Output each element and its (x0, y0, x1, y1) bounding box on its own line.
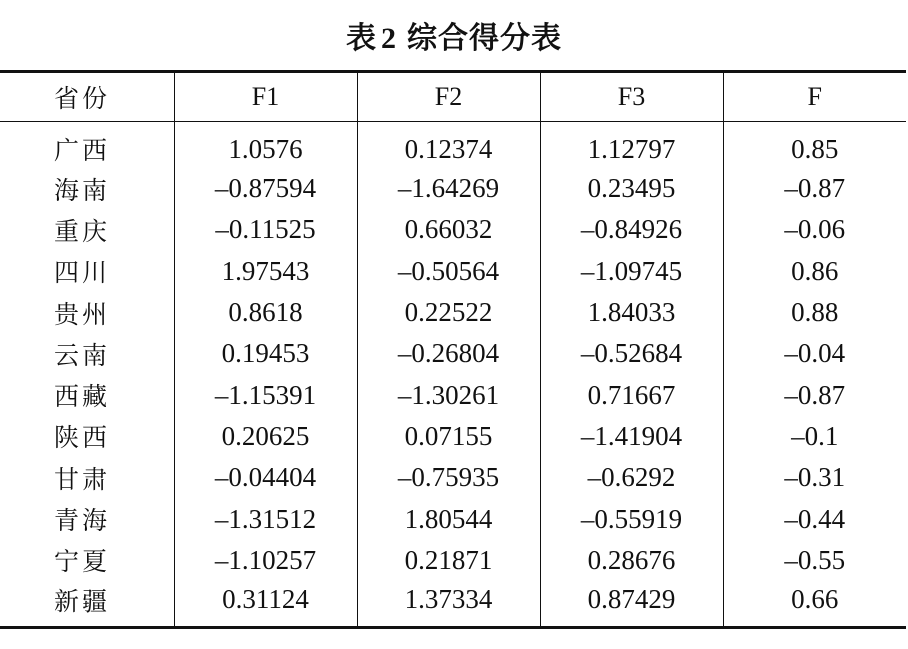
cell-f: –0.55 (723, 540, 906, 581)
caption-number: 2 (381, 22, 397, 55)
cell-f2: –0.50564 (357, 251, 540, 292)
cell-f1: –1.31512 (174, 498, 357, 539)
cell-f2: 0.66032 (357, 209, 540, 250)
table-row (0, 540, 906, 581)
table-row (0, 209, 906, 250)
header-f1: F1 (174, 72, 357, 122)
table-row (0, 168, 906, 209)
cell-f3: 0.87429 (540, 581, 723, 628)
table-row (0, 251, 906, 292)
cell-f: –0.31 (723, 457, 906, 498)
cell-f1: –0.11525 (174, 209, 357, 250)
cell-f: 0.86 (723, 251, 906, 292)
cell-f3: 0.23495 (540, 168, 723, 209)
cell-f: 0.88 (723, 292, 906, 333)
cell-province: 重庆 (54, 216, 111, 246)
cell-f2: –0.75935 (357, 457, 540, 498)
cell-province: 陕西 (54, 423, 111, 453)
cell-f2: –0.26804 (357, 333, 540, 374)
cell-f1: 0.20625 (174, 416, 357, 457)
cell-f: –0.87 (723, 168, 906, 209)
table-body (0, 122, 906, 628)
header-province: 省份 (0, 72, 174, 122)
caption-prefix: 表 (346, 21, 377, 56)
cell-f3: –0.6292 (540, 457, 723, 498)
table-row (0, 457, 906, 498)
table-caption (0, 14, 908, 64)
cell-province: 云南 (54, 340, 111, 370)
table-row (0, 333, 906, 374)
caption-title: 综合得分表 (407, 21, 562, 56)
cell-f: 0.85 (723, 122, 906, 169)
cell-f2: 0.12374 (357, 122, 540, 169)
cell-province: 甘肃 (54, 464, 111, 494)
cell-f1: 0.8618 (174, 292, 357, 333)
cell-f3: 0.71667 (540, 374, 723, 415)
cell-f1: –1.10257 (174, 540, 357, 581)
cell-f3: –0.84926 (540, 209, 723, 250)
cell-f3: –0.52684 (540, 333, 723, 374)
cell-f2: –1.30261 (357, 374, 540, 415)
cell-province: 海南 (54, 175, 111, 205)
cell-f2: –1.64269 (357, 168, 540, 209)
table-row (0, 292, 906, 333)
cell-f1: –0.87594 (174, 168, 357, 209)
cell-province: 宁夏 (54, 547, 111, 577)
cell-f3: 0.28676 (540, 540, 723, 581)
cell-f1: 1.0576 (174, 122, 357, 169)
table-row (0, 498, 906, 539)
cell-f1: –0.04404 (174, 457, 357, 498)
header-f3: F3 (540, 72, 723, 122)
table-row (0, 374, 906, 415)
cell-f: –0.04 (723, 333, 906, 374)
table-row (0, 581, 906, 628)
cell-f1: –1.15391 (174, 374, 357, 415)
cell-f2: 0.21871 (357, 540, 540, 581)
cell-f: –0.87 (723, 374, 906, 415)
cell-f2: 1.37334 (357, 581, 540, 628)
cell-f2: 1.80544 (357, 498, 540, 539)
cell-f1: 1.97543 (174, 251, 357, 292)
cell-f1: 0.19453 (174, 333, 357, 374)
cell-f1: 0.31124 (174, 581, 357, 628)
cell-province: 新疆 (0, 581, 174, 628)
header-f2: F2 (357, 72, 540, 122)
cell-province: 青海 (54, 506, 111, 536)
cell-province: 贵州 (54, 299, 111, 329)
header-f: F (723, 72, 906, 122)
cell-province: 西藏 (54, 382, 111, 412)
cell-province: 广西 (54, 136, 111, 165)
cell-f3: –0.55919 (540, 498, 723, 539)
cell-f: 0.66 (723, 581, 906, 628)
cell-f2: 0.22522 (357, 292, 540, 333)
cell-f: –0.1 (723, 416, 906, 457)
cell-f3: –1.09745 (540, 251, 723, 292)
table-row (0, 416, 906, 457)
score-table (0, 70, 906, 629)
cell-f3: –1.41904 (540, 416, 723, 457)
header-row (0, 72, 906, 122)
cell-f: –0.06 (723, 209, 906, 250)
cell-f: –0.44 (723, 498, 906, 539)
cell-f3: 1.84033 (540, 292, 723, 333)
cell-f2: 0.07155 (357, 416, 540, 457)
table-row (0, 122, 906, 169)
cell-f3: 1.12797 (540, 122, 723, 169)
cell-province: 四川 (54, 258, 111, 288)
